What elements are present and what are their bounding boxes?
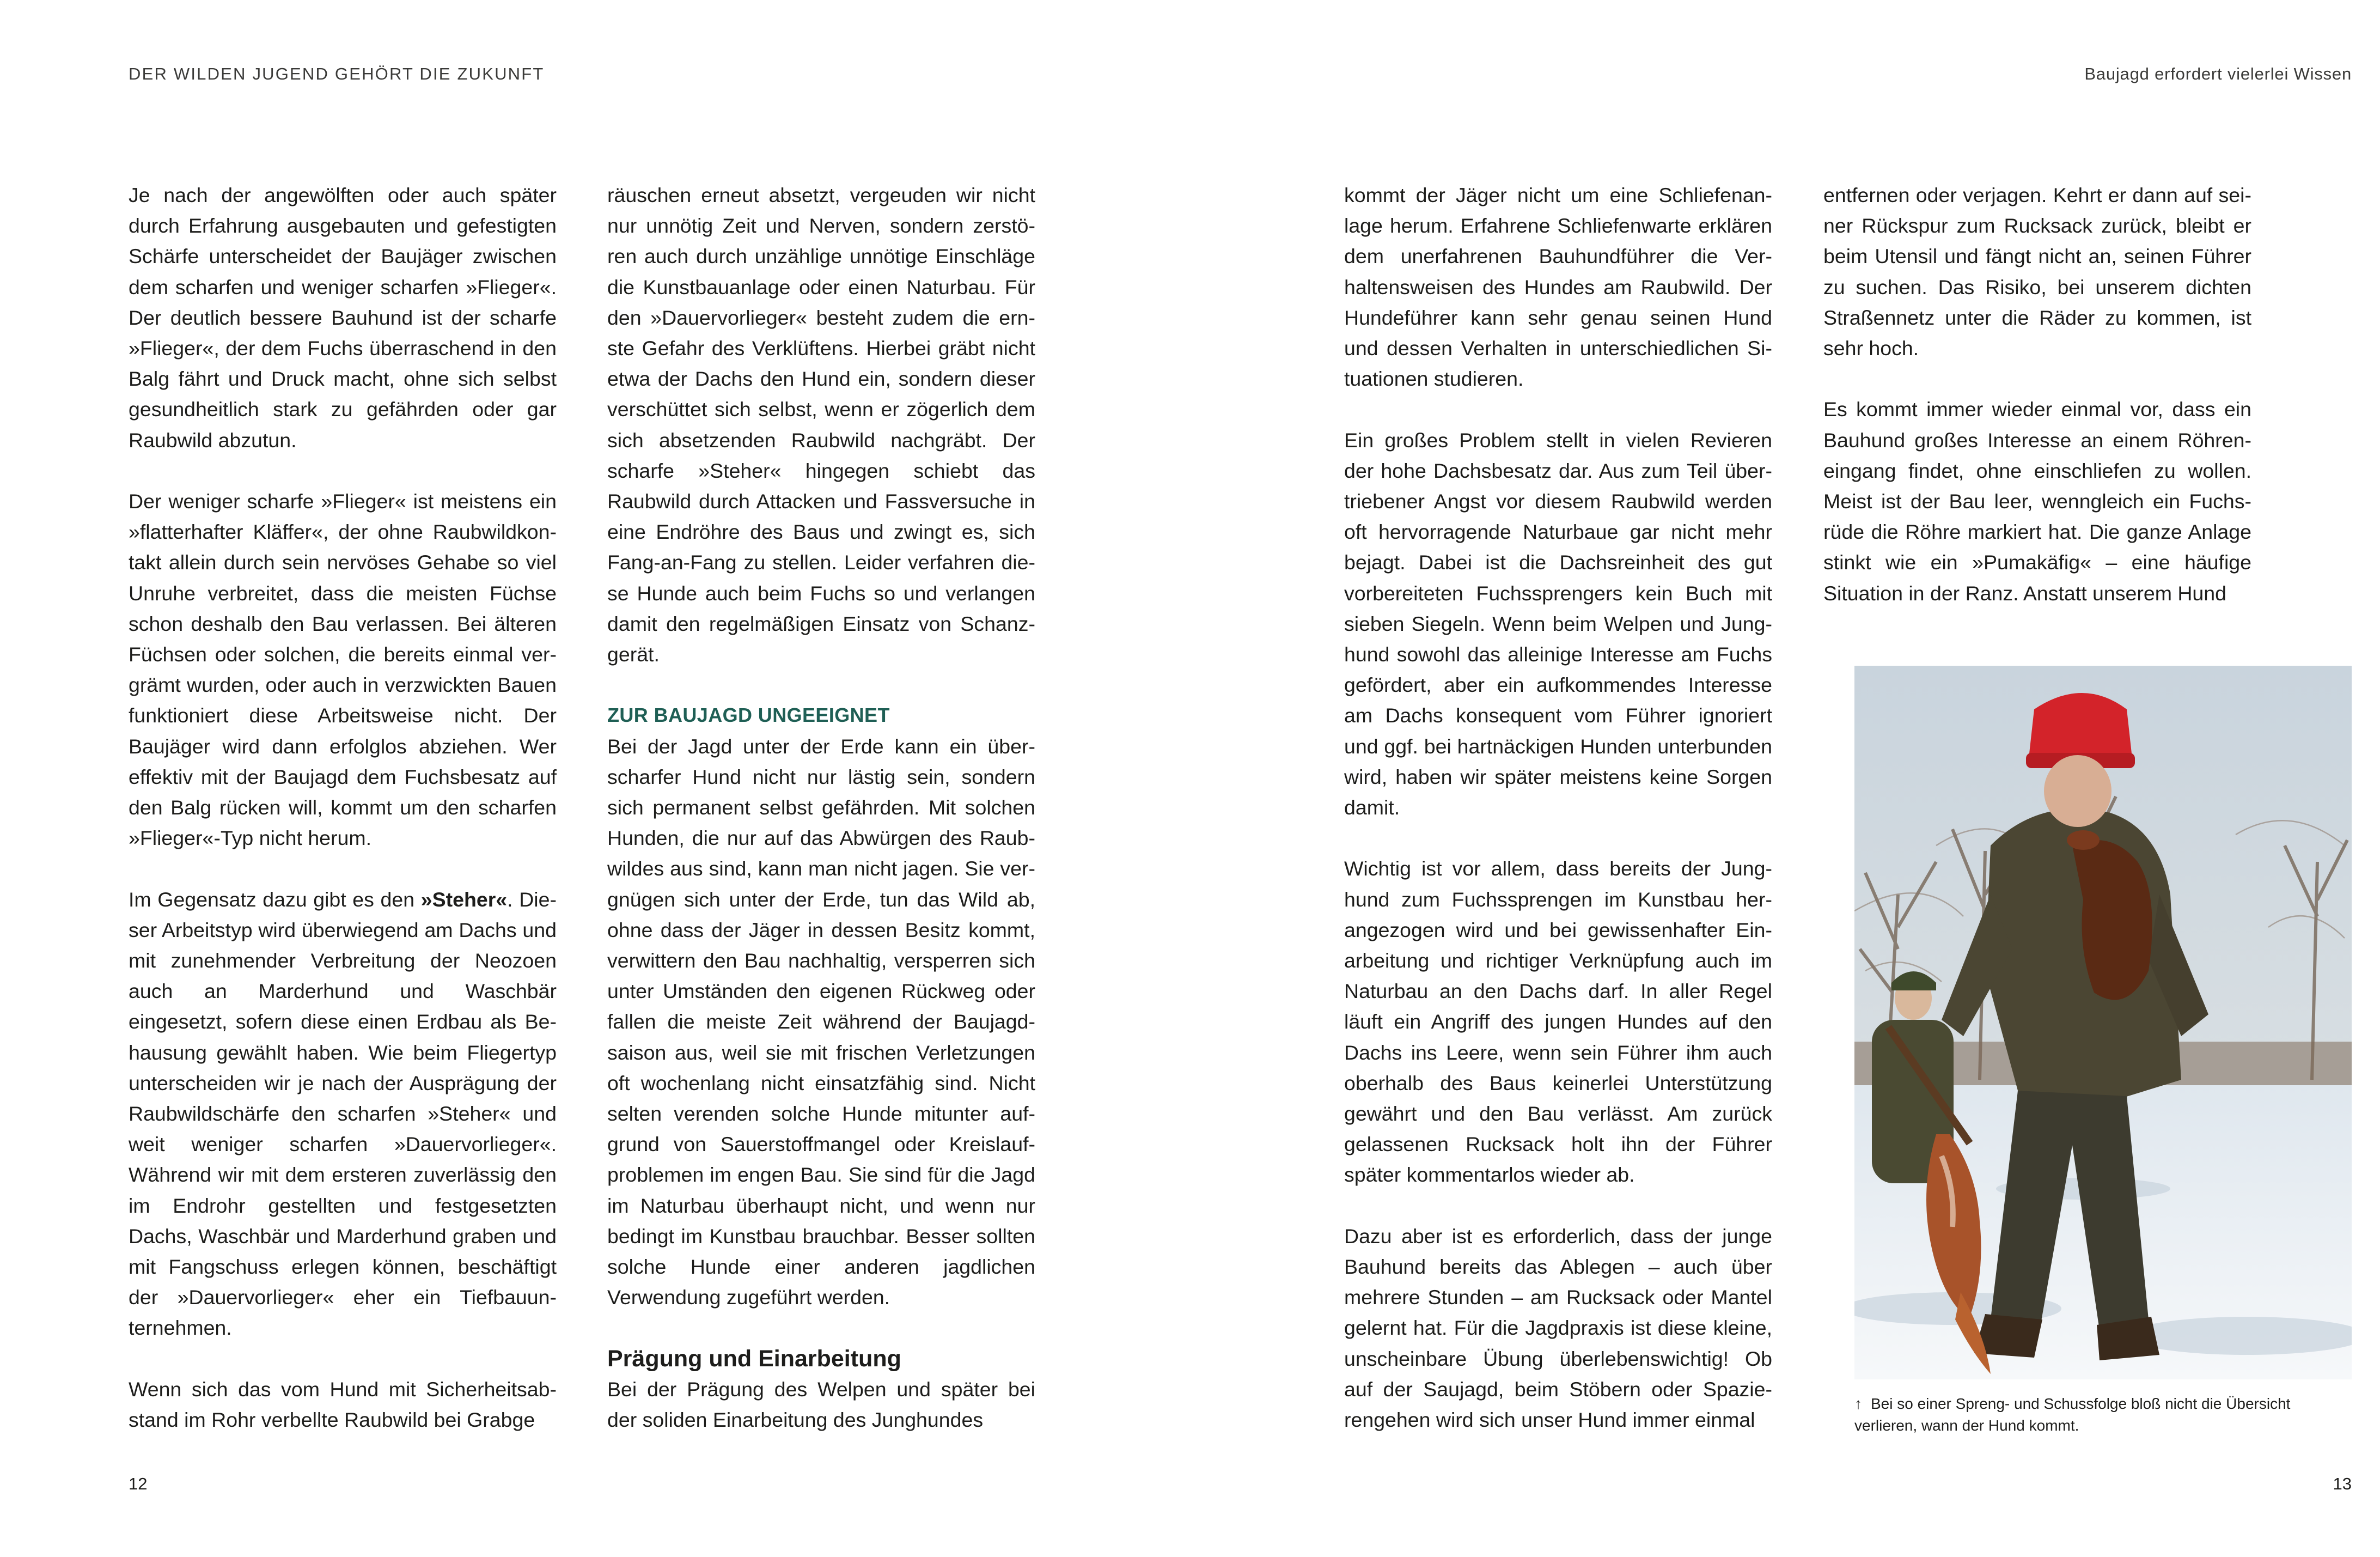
section-heading: Prägung und Einarbeitung (607, 1345, 901, 1372)
paragraph: Wichtig ist vor allem, dass bereits der Junghund zum Fuchssprengen im Kunstbau herangezogen wird und bei gewissenhafter Einarbeitung und richtiger Verknüpfung auch im Naturbau an den Dachs darf. In aller Regel läuft ein Angriff des jungen Hundes auf den Dachs ins Leere, wenn sein Führer ihm auch oberhalb des Baus keinerlei Unterstützung gewährt und den Bau verlässt. Am zurück gelassenen Rucksack holt ihn der Führer später kommentarlos wieder ab. (1344, 857, 1772, 1187)
text-run: . Dieser Arbeitstyp wird überwiegend am Dachs und mit zunehmender Verbreitung der Neozoen auch an Marderhund und Waschbär eingesetzt, sofern diese einen Erdbau als Behausung gewählt haben. Wie beim Fliegertyp unterscheiden wir je nach der Ausprägung der Raubwildschärfe den scharfen »Steher« und weit weniger scharfen »Dauervorlieger«. Während wir mit dem ersteren zuverlässig den im Endrohr gestellten und festgesetzten Dachs, Waschbär und Marderhund graben und mit Fangschuss erlegen können, beschäftigt der »Dauervorlieger« eher ein Tiefbauunternehmen. (129, 887, 557, 1340)
arrow-up-icon: ↑ (1854, 1395, 1862, 1412)
page-number-left: 12 (129, 1474, 148, 1493)
paragraph: Ein großes Problem stellt in vielen Revieren der hohe Dachsbesatz dar. Aus zum Teil übertriebener Angst vor diesem Raubwild werden oft hervorragende Naturbaue gar nicht mehr bejagt. Dabei ist die Dachsreinheit des gut vorbereiteten Fuchssprengers kein Buch mit sieben Siegeln. Wenn beim Welpen und Junghund sowohl das alleinige Interesse am Fuchs gefördert, aber ein aufkommendes Interesse am Dachs konsequent vom Führer ignoriert und ggf. bei hartnäckigen Hunden unterbunden wird, haben wir später meistens keine Sorgen damit. (1344, 428, 1772, 819)
caption-text: Bei so einer Spreng- und Schussfolge bloß nicht die Übersicht verlieren, wann der Hund kommt. (1854, 1395, 2291, 1434)
right-column-2 (1823, 180, 2251, 609)
running-head-left: DER WILDEN JUGEND GEHÖRT DIE ZUKUNFT (129, 64, 545, 83)
page-number-right: 13 (2333, 1474, 2352, 1493)
section-heading-accent: ZUR BAUJAGD UNGEEIGNET (607, 704, 890, 727)
hunter-with-fox-photo (1854, 666, 2352, 1379)
photo-caption (1854, 1393, 2352, 1437)
paragraph: Es kommt immer wieder einmal vor, dass ein Bauhund großes Interesse an einem Röhreneingang findet, ohne einschliefen zu wollen. Meist ist der Bau leer, wenngleich ein Fuchsrüde die Röhre markiert hat. Die ganze Anlage stinkt wie ein »Pumakäfig« – eine häufige Situation in der Ranz. Anstatt unserem Hund (1823, 398, 2251, 605)
right-page (1190, 0, 2380, 1557)
paragraph: kommt der Jäger nicht um eine Schliefenanlage herum. Erfahrene Schliefenwarte erklären dem unerfahrenen Bauhundführer die Verhaltensweisen des Hundes am Raubwild. Der Hundeführer kann sehr genau seinen Hund und dessen Verhalten in unterschiedlichen Situationen studieren. (1344, 184, 1772, 391)
paragraph: räuschen erneut absetzt, vergeuden wir nicht nur unnötig Zeit und Nerven, sondern zerstören auch durch unzählige unnötige Einschläge die Kunstbauanlage oder einen Naturbau. Für den »Dauervorlieger« besteht zudem die ernste Gefahr des Verklüftens. Hierbei gräbt nicht etwa der Dachs den Hund ein, sondern dieser verschüttet sich selbst, wenn er zögerlich dem sich absetzenden Raubwild nachgräbt. Der scharfe »Steher« hingegen schiebt das Raubwild durch Attacken und Fassversuche in eine Endröhre des Baus und zwingt es, sich Fang-an-Fang zu stellen. Leider verfahren diese Hunde auch beim Fuchs so und verlangen damit den regelmäßigen Einsatz von Schanzgerät. (607, 184, 1035, 666)
paragraph: Der weniger scharfe »Flieger« ist meistens ein »flatterhafter Kläffer«, der ohne Raubwildkontakt allein durch sein nervöses Gehabe so viel Unruhe verbreitet, dass die meisten Füchse schon deshalb den Bau verlassen. Bei älteren Füchsen oder solchen, die bereits einmal vergrämt wurden, oder auch in verzwickten Bauen funktioniert diese Arbeitsweise nicht. Der Baujäger wird dann erfolglos abziehen. Wer effektiv mit der Baujagd dem Fuchsbesatz auf den Balg rücken will, kommt um den scharfen »Flieger«-Typ nicht herum. (129, 490, 557, 850)
paragraph: Je nach der angewölften oder auch später durch Erfahrung ausgebauten und gefestigten Schärfe unterscheidet der Baujäger zwischen dem scharfen und weniger scharfen »Flieger«. Der deutlich bessere Bauhund ist der scharfe »Flieger«, der dem Fuchs überraschend in den Balg fährt und Druck macht, ohne sich selbst gesundheitlich stark zu gefährden oder gar Raubwild abzutun. (129, 184, 557, 452)
left-column-2 (607, 180, 1035, 1435)
paragraph: Wenn sich das vom Hund mit Sicherheitsabstand im Rohr verbellte Raubwild bei Grabge (129, 1377, 557, 1432)
paragraph (129, 884, 557, 1343)
paragraph: entfernen oder verjagen. Kehrt er dann auf seiner Rückspur zum Rucksack zurück, bleibt er beim Utensil und fängt nicht an, seinen Führer zu suchen. Das Risiko, bei unserem dichten Straßennetz unter die Räder zu kommen, ist sehr hoch. (1823, 184, 2251, 360)
paragraph: Dazu aber ist es erforderlich, dass der junge Bauhund bereits das Ablegen – auch über mehrere Stunden – am Rucksack oder Mantel gelernt hat. Für die Jagdpraxis ist diese kleine, unscheinbare Übung überlebenswichtig! Ob auf der Saujagd, beim Stöbern oder Spazierengehen wird sich unser Hund immer einmal (1344, 1224, 1772, 1432)
paragraph: Bei der Prägung des Welpen und später bei der soliden Einarbeitung des Junghundes (607, 1377, 1035, 1432)
bold-term: »Steher« (420, 887, 508, 911)
text-run: Im Gegensatz dazu gibt es den (129, 887, 421, 911)
photo-illustration (1854, 666, 2352, 1379)
running-head-right: Baujagd erfordert vielerlei Wissen (2084, 64, 2352, 83)
left-column-1 (129, 180, 557, 1435)
paragraph: Bei der Jagd unter der Erde kann ein überscharfer Hund nicht nur lästig sein, sondern sich permanent selbst gefährden. Mit solchen Hunden, die nur auf das Abwürgen des Raubwildes aus sind, kann man nicht jagen. Sie vergnügen sich unter der Erde, tun das Wild ab, ohne dass der Jäger in dessen Besitz kommt, verwittern den Bau nachhaltig, versperren sich unter Umständen den eigenen Rückweg oder fallen die meiste Zeit während der Baujagdsaison aus, weil sie mit frischen Verletzungen oft wochenlang nicht einsatzfähig sind. Nicht selten verenden solche Hunde mitunter aufgrund von Sauerstoffmangel oder Kreislaufproblemen im engen Bau. Sie sind für die Jagd im Naturbau überhaupt nicht, und wenn nur bedingt im Kunstbau brauchbar. Besser sollten solche Hunde einer anderen jagdlichen Verwendung zugeführt werden. (607, 734, 1035, 1309)
right-column-1 (1344, 180, 1772, 1435)
